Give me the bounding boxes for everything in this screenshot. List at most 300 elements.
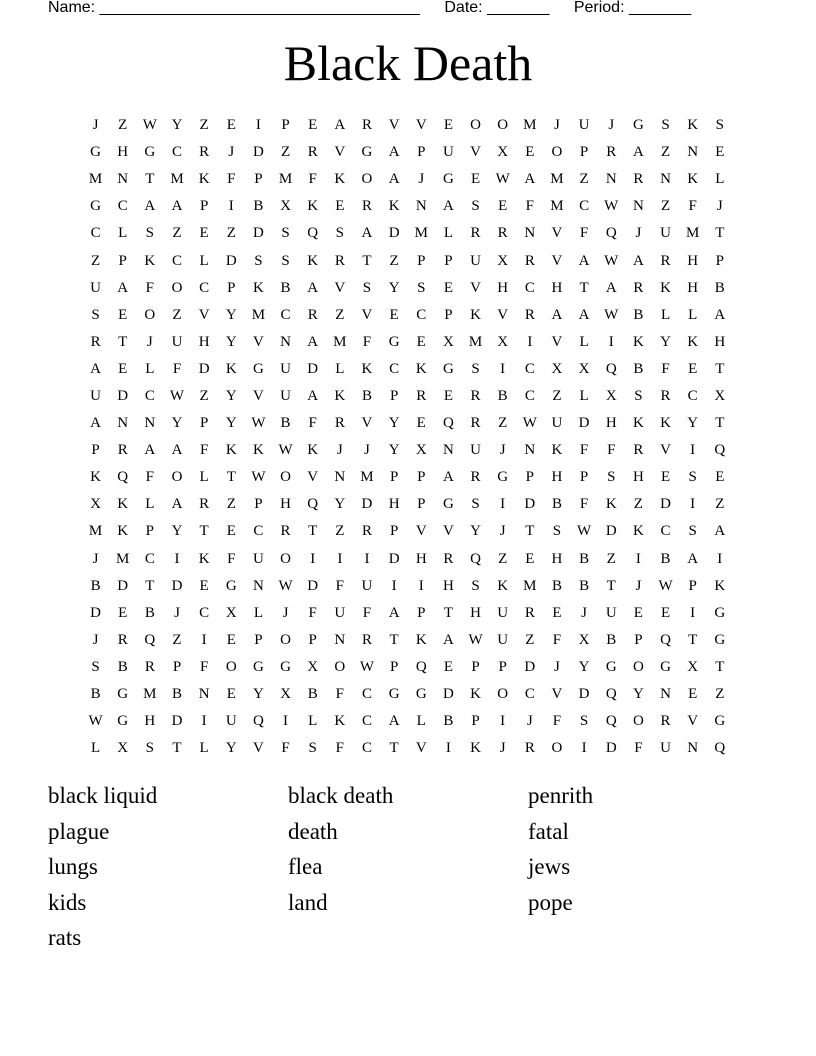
- grid-letter: M: [170, 171, 184, 188]
- grid-letter: M: [278, 171, 293, 188]
- grid-letter: T: [199, 523, 209, 540]
- grid-letter: K: [198, 171, 210, 188]
- grid-letter: H: [632, 469, 644, 486]
- grid-letter: F: [335, 577, 344, 594]
- word-list-item: black death: [288, 783, 394, 808]
- grid-letter: B: [253, 198, 264, 215]
- grid-letter: C: [524, 360, 535, 377]
- grid-letter: Q: [144, 631, 156, 648]
- grid-letter: C: [144, 550, 155, 567]
- grid-letter: P: [471, 658, 480, 675]
- grid-letter: I: [608, 333, 614, 350]
- grid-letter: F: [661, 360, 670, 377]
- grid-letter: C: [199, 279, 210, 296]
- grid-letter: W: [88, 713, 103, 730]
- grid-letter: I: [283, 713, 289, 730]
- grid-letter: O: [280, 469, 291, 486]
- grid-letter: C: [199, 604, 210, 621]
- grid-letter: A: [307, 333, 319, 350]
- grid-letter: B: [117, 658, 128, 675]
- grid-letter: P: [417, 469, 426, 486]
- grid-letter: S: [281, 252, 290, 269]
- grid-letter: T: [145, 577, 155, 594]
- grid-letter: K: [252, 279, 264, 296]
- grid-letter: H: [551, 550, 563, 567]
- grid-letter: B: [714, 279, 725, 296]
- grid-letter: M: [550, 171, 564, 188]
- grid-letter: L: [715, 171, 725, 188]
- grid-letter: T: [362, 252, 372, 269]
- grid-letter: I: [581, 740, 587, 757]
- grid-letter: G: [714, 713, 726, 730]
- grid-letter: C: [524, 686, 535, 703]
- grid-letter: I: [527, 333, 533, 350]
- grid-letter: L: [199, 469, 209, 486]
- word-list-item: pope: [528, 889, 573, 915]
- word-list-item: black liquid: [48, 783, 158, 808]
- grid-letter: G: [605, 658, 617, 675]
- grid-letter: F: [281, 740, 290, 757]
- grid-letter: V: [470, 144, 481, 161]
- word-list-item: rats: [48, 925, 82, 950]
- grid-letter: U: [551, 415, 563, 432]
- grid-letter: P: [525, 469, 534, 486]
- grid-row: [82, 220, 734, 247]
- grid-letter: J: [499, 523, 506, 540]
- grid-letter: I: [690, 604, 696, 621]
- grid-letter: Z: [715, 496, 725, 513]
- grid-letter: L: [335, 360, 345, 377]
- grid-letter: P: [417, 604, 426, 621]
- grid-letter: F: [335, 740, 344, 757]
- grid-row: [82, 329, 734, 356]
- grid-letter: Z: [660, 198, 671, 215]
- grid-letter: V: [470, 279, 481, 296]
- grid-letter: U: [660, 225, 671, 242]
- grid-letter: F: [335, 686, 344, 703]
- grid-letter: P: [281, 117, 290, 134]
- grid-letter: H: [551, 469, 563, 486]
- grid-letter: D: [524, 496, 536, 513]
- grid-letter: U: [90, 279, 101, 296]
- grid-letter: Y: [660, 333, 671, 350]
- grid-letter: G: [497, 469, 509, 486]
- grid-letter: P: [389, 523, 399, 540]
- grid-letter: P: [199, 198, 209, 215]
- grid-letter: Y: [171, 117, 183, 134]
- grid-row: [82, 708, 734, 735]
- grid-letter: A: [578, 306, 590, 323]
- grid-letter: C: [579, 198, 590, 215]
- grid-letter: Y: [388, 279, 400, 296]
- grid-letter: A: [334, 117, 346, 134]
- grid-letter: M: [88, 171, 103, 188]
- grid-letter: S: [254, 252, 263, 269]
- grid-letter: W: [658, 577, 673, 594]
- grid-letter: K: [144, 252, 156, 269]
- grid-letter: U: [605, 604, 617, 621]
- grid-row: [82, 600, 734, 627]
- grid-letter: B: [579, 550, 590, 567]
- grid-letter: D: [605, 740, 617, 757]
- grid-letter: R: [470, 387, 481, 404]
- grid-letter: K: [551, 442, 563, 459]
- grid-letter: U: [280, 360, 291, 377]
- grid-letter: Z: [606, 550, 616, 567]
- grid-letter: P: [145, 523, 155, 540]
- grid-letter: Y: [225, 306, 237, 323]
- grid-letter: K: [307, 442, 319, 459]
- grid-letter: X: [90, 496, 101, 513]
- grid-letter: T: [715, 415, 725, 432]
- grid-letter: S: [579, 713, 589, 730]
- grid-letter: J: [716, 198, 723, 215]
- grid-row: [82, 247, 734, 274]
- grid-letter: K: [225, 442, 237, 459]
- grid-letter: N: [660, 686, 671, 703]
- grid-letter: V: [252, 387, 264, 404]
- grid-letter: B: [633, 360, 644, 377]
- grid-letter: Y: [225, 333, 237, 350]
- grid-letter: M: [360, 469, 374, 486]
- grid-letter: I: [690, 496, 696, 513]
- grid-letter: I: [500, 496, 506, 513]
- grid-letter: U: [497, 631, 509, 648]
- grid-letter: A: [388, 171, 400, 188]
- grid-letter: T: [715, 360, 725, 377]
- grid-letter: A: [171, 442, 183, 459]
- grid-letter: W: [604, 306, 619, 323]
- grid-letter: M: [116, 550, 130, 567]
- grid-letter: E: [525, 550, 535, 567]
- grid-letter: D: [90, 604, 101, 621]
- grid-letter: O: [171, 469, 183, 486]
- grid-letter: Y: [171, 523, 183, 540]
- grid-letter: Z: [552, 387, 562, 404]
- grid-letter: V: [307, 469, 319, 486]
- grid-letter: D: [117, 387, 129, 404]
- grid-letter: P: [579, 144, 589, 161]
- grid-letter: K: [334, 171, 346, 188]
- grid-letter: K: [470, 686, 481, 703]
- grid-letter: C: [144, 387, 155, 404]
- grid-letter: P: [389, 387, 399, 404]
- grid-letter: W: [278, 577, 293, 594]
- grid-letter: A: [632, 252, 644, 269]
- grid-letter: R: [497, 225, 508, 242]
- grid-letter: K: [714, 577, 726, 594]
- grid-letter: T: [172, 740, 182, 757]
- grid-letter: G: [225, 577, 237, 594]
- grid-letter: V: [442, 523, 454, 540]
- grid-letter: L: [688, 306, 698, 323]
- grid-letter: K: [90, 469, 101, 486]
- grid-letter: J: [526, 713, 533, 730]
- grid-letter: E: [715, 469, 725, 486]
- grid-letter: N: [334, 631, 346, 648]
- grid-letter: T: [715, 658, 725, 675]
- grid-letter: D: [171, 713, 183, 730]
- grid-letter: K: [470, 306, 481, 323]
- grid-letter: I: [391, 577, 397, 594]
- grid-letter: S: [471, 496, 480, 513]
- grid-letter: T: [525, 523, 535, 540]
- grid-letter: C: [117, 198, 128, 215]
- grid-letter: J: [554, 117, 560, 134]
- grid-letter: N: [524, 442, 536, 459]
- grid-letter: G: [415, 686, 427, 703]
- grid-letter: A: [388, 144, 400, 161]
- grid-letter: Y: [632, 686, 644, 703]
- grid-letter: R: [144, 658, 155, 675]
- grid-letter: Z: [280, 144, 291, 161]
- grid-letter: N: [660, 171, 671, 188]
- grid-row: [82, 681, 734, 708]
- grid-letter: B: [90, 577, 101, 594]
- word-list-item: flea: [288, 854, 323, 879]
- grid-row: [82, 654, 734, 681]
- grid-letter: D: [252, 225, 264, 242]
- grid-letter: U: [225, 713, 237, 730]
- grid-letter: H: [687, 252, 699, 269]
- grid-letter: A: [90, 415, 101, 432]
- grid-letter: G: [714, 604, 726, 621]
- grid-letter: E: [443, 117, 453, 134]
- grid-letter: Q: [442, 415, 454, 432]
- grid-letter: P: [498, 658, 507, 675]
- grid-letter: W: [495, 171, 510, 188]
- grid-letter: Y: [225, 387, 237, 404]
- grid-letter: A: [171, 198, 183, 215]
- grid-letter: W: [604, 198, 619, 215]
- grid-letter: S: [91, 658, 100, 675]
- grid-letter: K: [632, 333, 644, 350]
- grid-letter: S: [471, 577, 480, 594]
- grid-letter: S: [607, 469, 616, 486]
- grid-letter: K: [497, 577, 509, 594]
- grid-letter: V: [551, 333, 563, 350]
- grid-letter: K: [415, 360, 427, 377]
- grid-letter: C: [660, 523, 671, 540]
- grid-letter: Y: [171, 415, 183, 432]
- grid-letter: I: [201, 713, 207, 730]
- grid-letter: E: [226, 686, 236, 703]
- grid-letter: O: [361, 171, 373, 188]
- grid-letter: K: [334, 387, 346, 404]
- grid-letter: H: [605, 415, 617, 432]
- grid-letter: F: [308, 171, 317, 188]
- grid-letter: N: [415, 198, 427, 215]
- grid-letter: I: [690, 442, 696, 459]
- grid-letter: Y: [578, 658, 590, 675]
- grid-letter: J: [146, 333, 153, 350]
- grid-letter: E: [443, 658, 453, 675]
- grid-letter: S: [145, 740, 155, 757]
- grid-letter: R: [117, 631, 128, 648]
- grid-letter: W: [577, 523, 592, 540]
- grid-letter: Q: [605, 225, 617, 242]
- date-field: Date: _______: [444, 0, 550, 16]
- grid-letter: P: [227, 279, 236, 296]
- grid-letter: I: [201, 631, 207, 648]
- grid-letter: K: [252, 442, 264, 459]
- grid-letter: A: [442, 631, 454, 648]
- grid-letter: L: [579, 333, 589, 350]
- grid-letter: H: [198, 333, 210, 350]
- grid-letter: L: [90, 740, 101, 757]
- grid-letter: D: [198, 360, 210, 377]
- grid-letter: H: [497, 279, 509, 296]
- grid-letter: G: [714, 631, 726, 648]
- grid-letter: R: [90, 333, 101, 350]
- grid-row: [82, 437, 734, 464]
- grid-letter: Q: [605, 686, 617, 703]
- grid-letter: K: [198, 550, 210, 567]
- grid-letter: F: [145, 469, 155, 486]
- grid-letter: F: [308, 415, 317, 432]
- grid-letter: G: [361, 144, 373, 161]
- grid-letter: M: [523, 577, 537, 594]
- grid-letter: E: [416, 415, 426, 432]
- grid-letter: R: [307, 144, 318, 161]
- grid-letter: E: [498, 198, 508, 215]
- grid-letter: I: [500, 360, 506, 377]
- word-list-item: death: [288, 818, 338, 844]
- grid-letter: P: [389, 469, 399, 486]
- grid-letter: E: [199, 577, 209, 594]
- grid-letter: E: [443, 279, 453, 296]
- grid-letter: R: [524, 306, 535, 323]
- grid-letter: T: [715, 225, 725, 242]
- page-title: Black Death: [283, 35, 533, 91]
- grid-letter: X: [442, 333, 454, 350]
- grid-letter: N: [117, 171, 129, 188]
- grid-letter: B: [280, 415, 291, 432]
- grid-row: [82, 139, 734, 166]
- grid-letter: E: [335, 198, 345, 215]
- word-list-item: lungs: [48, 854, 98, 879]
- grid-letter: P: [308, 631, 317, 648]
- grid-letter: W: [522, 415, 537, 432]
- grid-letter: L: [443, 225, 453, 242]
- grid-letter: D: [578, 686, 590, 703]
- grid-letter: Q: [714, 740, 726, 757]
- grid-letter: D: [252, 144, 264, 161]
- grid-row: [82, 166, 734, 193]
- grid-letter: F: [552, 713, 562, 730]
- grid-letter: S: [688, 469, 697, 486]
- grid-letter: P: [417, 144, 426, 161]
- grid-letter: J: [282, 604, 289, 621]
- period-field: Period: _______: [573, 0, 692, 16]
- grid-letter: H: [280, 496, 291, 513]
- grid-letter: E: [118, 360, 128, 377]
- grid-letter: N: [687, 740, 699, 757]
- grid-letter: E: [443, 387, 453, 404]
- grid-letter: M: [523, 117, 537, 134]
- grid-letter: P: [118, 252, 127, 269]
- grid-letter: M: [414, 225, 428, 242]
- grid-row: [82, 491, 734, 518]
- grid-letter: I: [364, 550, 370, 567]
- grid-letter: S: [634, 387, 643, 404]
- grid-letter: E: [389, 306, 399, 323]
- grid-letter: B: [280, 279, 291, 296]
- grid-letter: F: [145, 279, 155, 296]
- grid-letter: R: [416, 387, 427, 404]
- grid-letter: S: [308, 740, 317, 757]
- grid-letter: R: [660, 252, 671, 269]
- grid-letter: R: [660, 387, 671, 404]
- grid-letter: X: [497, 144, 509, 161]
- grid-letter: Z: [172, 306, 182, 323]
- grid-letter: L: [660, 306, 671, 323]
- grid-letter: D: [605, 523, 617, 540]
- grid-letter: J: [635, 577, 642, 594]
- grid-letter: F: [362, 333, 372, 350]
- grid-letter: L: [199, 252, 209, 269]
- grid-letter: O: [551, 144, 563, 161]
- grid-letter: P: [172, 658, 182, 675]
- grid-letter: L: [145, 360, 155, 377]
- grid-letter: M: [468, 333, 483, 350]
- grid-letter: S: [552, 523, 562, 540]
- grid-letter: X: [497, 333, 509, 350]
- grid-letter: P: [444, 252, 453, 269]
- grid-letter: K: [687, 117, 699, 134]
- grid-letter: X: [605, 387, 617, 404]
- grid-letter: Q: [714, 442, 726, 459]
- grid-letter: Q: [605, 360, 617, 377]
- grid-letter: Y: [252, 686, 264, 703]
- grid-letter: C: [389, 360, 400, 377]
- grid-letter: O: [632, 658, 644, 675]
- grid-letter: C: [171, 252, 182, 269]
- grid-letter: O: [470, 117, 481, 134]
- grid-letter: O: [171, 279, 183, 296]
- grid-letter: P: [471, 713, 480, 730]
- grid-letter: K: [361, 360, 373, 377]
- grid-letter: F: [634, 740, 643, 757]
- grid-letter: K: [660, 279, 671, 296]
- grid-letter: A: [551, 306, 563, 323]
- grid-letter: X: [551, 360, 563, 377]
- grid-letter: W: [278, 442, 293, 459]
- grid-letter: C: [361, 740, 372, 757]
- grid-letter: N: [117, 415, 129, 432]
- grid-letter: F: [308, 604, 317, 621]
- grid-letter: H: [442, 577, 454, 594]
- grid-letter: C: [280, 306, 291, 323]
- grid-letter: B: [633, 306, 644, 323]
- grid-letter: S: [362, 279, 372, 296]
- name-field: Name: ____________________________________: [48, 0, 420, 16]
- grid-row: [82, 275, 734, 302]
- grid-letter: A: [388, 713, 400, 730]
- grid-letter: Y: [225, 415, 237, 432]
- grid-letter: R: [199, 496, 210, 513]
- grid-letter: V: [687, 713, 699, 730]
- grid-letter: J: [635, 225, 642, 242]
- grid-letter: A: [442, 198, 454, 215]
- grid-letter: S: [417, 279, 426, 296]
- grid-letter: R: [524, 604, 535, 621]
- grid-letter: B: [144, 604, 155, 621]
- grid-letter: J: [499, 442, 506, 459]
- grid-letter: K: [687, 171, 699, 188]
- grid-letter: A: [442, 469, 454, 486]
- grid-letter: O: [497, 117, 509, 134]
